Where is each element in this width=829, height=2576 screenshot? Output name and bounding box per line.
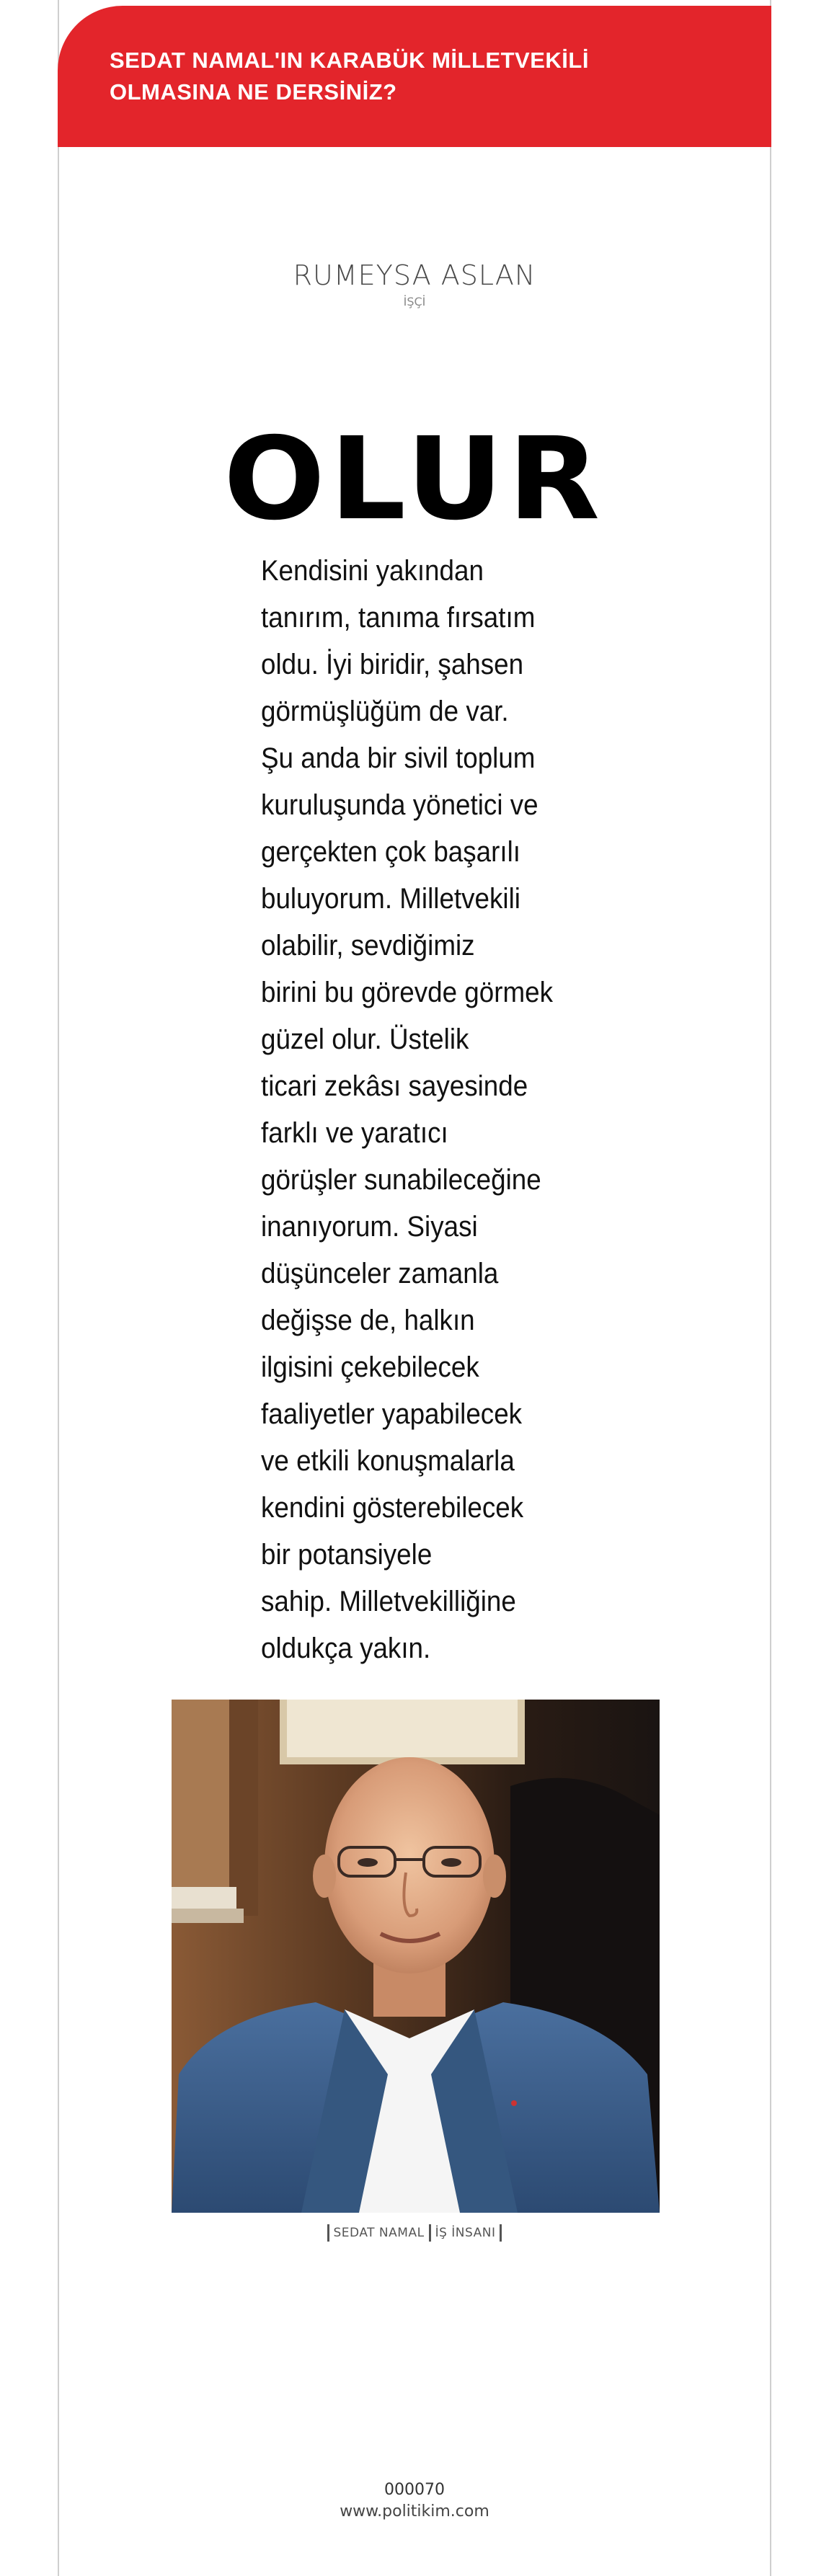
answer-line: güzel olur. Üstelik bbox=[261, 1023, 469, 1055]
site-url: www.politikim.com bbox=[340, 2502, 489, 2521]
answer-body bbox=[261, 548, 593, 1672]
answer-line: olabilir, sevdiğimiz bbox=[261, 930, 475, 961]
answer-line: ve etkili konuşmalarla bbox=[261, 1445, 515, 1477]
answer-line: faaliyetler yapabilecek bbox=[261, 1398, 523, 1430]
respondent-name: RUMEYSA ASLAN bbox=[293, 259, 536, 291]
answer-line: inanıyorum. Siyasi bbox=[261, 1211, 478, 1243]
respondent-occupation: İŞÇİ bbox=[403, 295, 426, 308]
answer-line: gerçekten çok başarılı bbox=[261, 836, 521, 868]
photo-caption bbox=[0, 2224, 829, 2242]
question-header bbox=[58, 6, 771, 147]
answer-line: oldukça yakın. bbox=[261, 1633, 431, 1664]
portrait-illustration bbox=[172, 1700, 660, 2213]
answer-line: görmüşlüğüm de var. bbox=[261, 696, 509, 727]
answer-line: oldu. İyi biridir, şahsen bbox=[261, 649, 524, 680]
caption-name: SEDAT NAMAL bbox=[333, 2226, 425, 2240]
answer-line: buluyorum. Milletvekili bbox=[261, 883, 520, 915]
answer-line: ticari zekâsı sayesinde bbox=[261, 1070, 528, 1102]
question-title: SEDAT NAMAL'IN KARABÜK MİLLETVEKİLİ OLMASINA NE DERSİNİZ? bbox=[110, 48, 589, 105]
answer-line: düşünceler zamanla bbox=[261, 1258, 499, 1289]
answer-line: Kendisini yakından bbox=[261, 555, 484, 587]
page-number: 000070 bbox=[384, 2481, 445, 2499]
answer-line: Şu anda bir sivil toplum bbox=[261, 742, 536, 774]
answer-line: görüşler sunabileceğine bbox=[261, 1164, 541, 1196]
respondent-byline bbox=[0, 259, 829, 310]
answer-line: birini bu görevde görmek bbox=[261, 977, 554, 1008]
answer-line: değişse de, halkın bbox=[261, 1305, 475, 1336]
caption-role: İŞ İNSANI bbox=[435, 2226, 496, 2240]
answer-line: farklı ve yaratıcı bbox=[261, 1117, 448, 1149]
caption-separator bbox=[429, 2224, 431, 2242]
portrait-photo bbox=[172, 1700, 660, 2213]
page-footer bbox=[0, 2479, 829, 2523]
answer-line: bir potansiyele bbox=[261, 1539, 433, 1571]
answer-line: sahip. Milletvekilliğine bbox=[261, 1586, 516, 1617]
answer-line: kuruluşunda yönetici ve bbox=[261, 789, 538, 821]
answer-line: kendini gösterebilecek bbox=[261, 1492, 524, 1524]
answer-line: tanırım, tanıma fırsatım bbox=[261, 602, 536, 634]
answer-line: ilgisini çekebilecek bbox=[261, 1351, 479, 1383]
answer-headline: OLUR bbox=[223, 413, 605, 546]
caption-separator bbox=[327, 2224, 329, 2242]
caption-separator bbox=[500, 2224, 502, 2242]
